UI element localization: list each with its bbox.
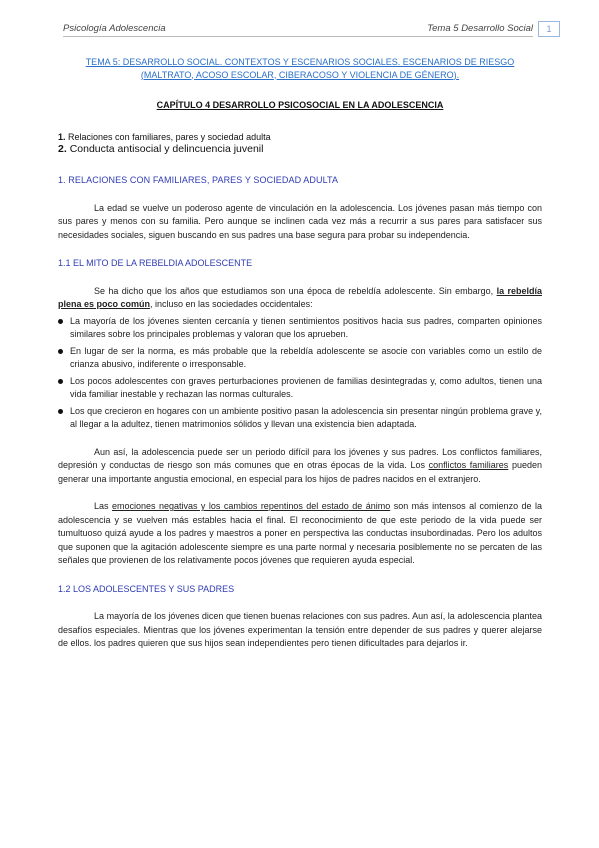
section-1-2-paragraph: La mayoría de los jóvenes dicen que tienen buenas relaciones con sus padres. Aun así, la adolescencia plantea desafíos especiales. Mientras que los jóvenes experimentan la tensión entre depender de sus padres y querer alejarse de ellos. los padres quieren que sus hijos sean independientes pero tienen dificultades para dejarlos ir.	[58, 611, 542, 648]
list-item	[58, 345, 542, 372]
list-item-text: Los pocos adolescentes con graves perturbaciones provienen de familias desintegradas y, como adultos, tienen una vida familiar inestable y rechazan las normas culturales.	[70, 375, 542, 399]
section-heading-1: 1. RELACIONES CON FAMILIARES, PARES Y SOCIEDAD ADULTA	[58, 175, 339, 185]
toc-item-number: 1.	[58, 131, 66, 142]
intro-text: Se ha dicho que los años que estudiamos son una época de rebeldía adolescente. Sin embargo,	[94, 285, 497, 296]
bullet-icon	[58, 349, 63, 354]
document-body	[58, 56, 542, 651]
toc-item-text: Relaciones con familiares, pares y sociedad adulta	[68, 131, 271, 142]
section-1-1-paragraph-2	[58, 446, 542, 487]
underlined-phrase: conflictos familiares	[428, 460, 509, 470]
toc-item	[58, 131, 542, 144]
underlined-phrase: la rebeldía plena es poco común	[58, 285, 542, 309]
title-line-2: (MALTRATO, ACOSO ESCOLAR, CIBERACOSO Y VIOLENCIA DE GÉNERO).	[140, 69, 460, 80]
toc-item	[58, 143, 542, 156]
paragraph-text: pueden generar una importante angustia emocional, en especial para los hijos de padres nacidos en el extranjero.	[58, 460, 542, 484]
section-1-paragraph: La edad se vuelve un poderoso agente de vinculación en la adolescencia. Los jóvenes pasan más tiempo con sus pares y menos con su familia. Pero aunque se inclinen cada vez más a recurrir a sus pares para satisfacer sus necesidades sociales, siguen buscando en sus padres una base segura para probar su independencia.	[58, 202, 542, 240]
section-heading-1-2: 1.2 LOS ADOLESCENTES Y SUS PADRES	[58, 583, 235, 594]
section-heading-1-1: 1.1 EL MITO DE LA REBELDIA ADOLESCENTE	[58, 258, 253, 268]
intro-text: , incluso en las sociedades occidentales:	[150, 299, 313, 309]
toc-item-text: Conducta antisocial y delincuencia juvenil	[69, 143, 264, 155]
paragraph-text: Aun así, la adolescencia puede ser un periodo difícil para los jóvenes y sus padres. Los conflictos familiares, depresión y conductas de riesgo son más comunes que en otras épocas de la vida. Los	[58, 446, 542, 470]
underlined-phrase: emociones negativas y los cambios repentinos del estado de ánimo	[111, 501, 391, 511]
paragraph-text: Las	[94, 501, 112, 511]
bullet-icon	[58, 319, 63, 324]
title-line-1: TEMA 5: DESARROLLO SOCIAL. CONTEXTOS Y ESCENARIOS SOCIALES. ESCENARIOS DE RIESGO	[85, 57, 515, 67]
page-number: 1	[538, 21, 560, 37]
toc-item-number: 2.	[58, 143, 67, 155]
list-item-text: En lugar de ser la norma, es más probable que la rebeldía adolescente se asocie con variables como un estilo de crianza abusivo, indiferente o irresponsable.	[70, 345, 542, 369]
document-title	[58, 56, 542, 81]
page-header	[0, 0, 599, 40]
paragraph-text: son más intensos al comienzo de la adolescencia y se vuelven más estables hacia el final. El reconocimiento de que este periodo de la vida puede ser tumultuoso quizá ayude a los padres y maestros a poner en perspectiva las conductas insubordinadas. Pero los adultos que suponen que la agitación adolescente siempre es una parte normal y necesaria posiblemente no se percaten de las señales que provienen de los relativamente pocos jóvenes que requieren ayuda especial.	[58, 501, 542, 565]
chapter-heading: CAPÍTULO 4 DESARROLLO PSICOSOCIAL EN LA ADOLESCENCIA	[156, 100, 444, 110]
list-item	[58, 405, 542, 432]
section-1-1-paragraph-3	[58, 500, 542, 568]
list-item-text: Los que crecieron en hogares con un ambiente positivo pasan la adolescencia sin presentar ningún problema grave y, al llegar a la adultez, tienen matrimonios sólidos y llevan una existencia bien adaptada.	[70, 405, 542, 429]
header-topic-title: Tema 5 Desarrollo Social	[427, 23, 533, 34]
header-course-title: Psicología Adolescencia	[63, 23, 166, 34]
list-item-text: La mayoría de los jóvenes sienten cercanía y tienen sentimientos positivos hacia sus padres, comparten opiniones similares sobre los principales problemas y valoran que los aprueben.	[70, 315, 542, 339]
header-divider	[63, 36, 533, 37]
section-1-1-intro	[58, 285, 542, 312]
bullet-list	[58, 315, 542, 432]
bullet-icon	[58, 409, 63, 414]
list-item	[58, 315, 542, 342]
table-of-contents	[58, 131, 542, 157]
bullet-icon	[58, 379, 63, 384]
list-item	[58, 375, 542, 402]
